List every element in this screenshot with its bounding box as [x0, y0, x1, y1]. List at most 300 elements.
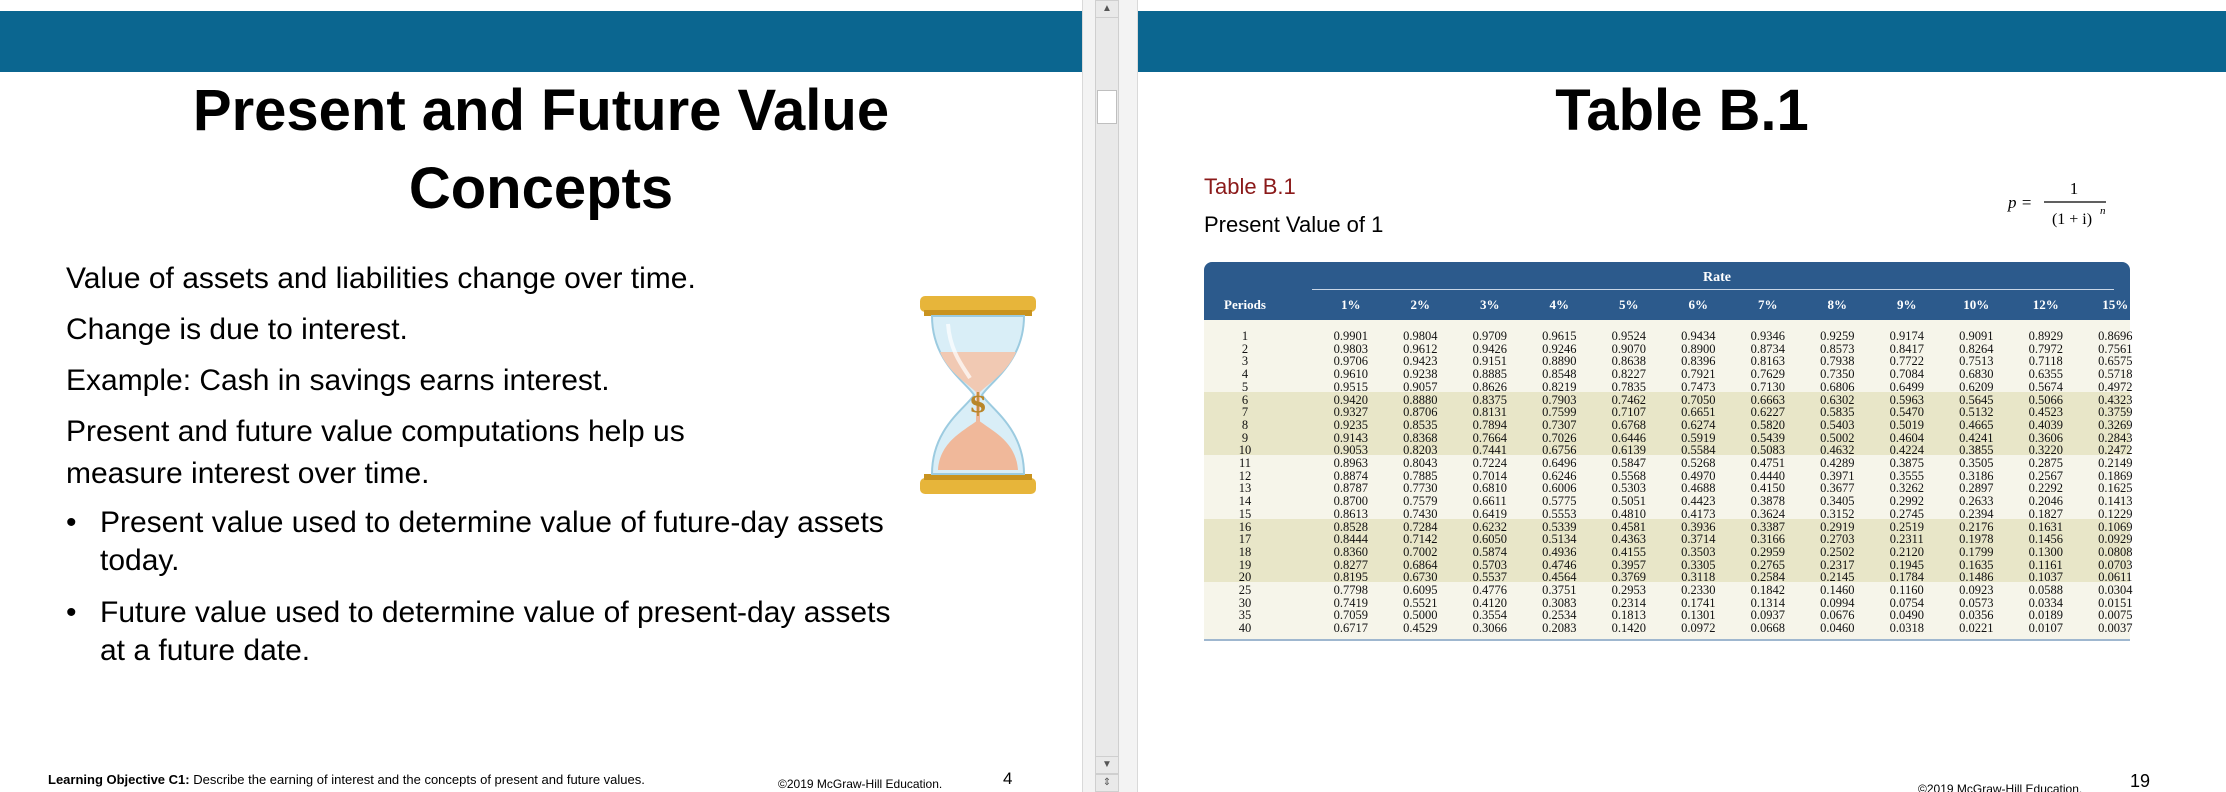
period-cell: 7 — [1241, 405, 1249, 420]
table-cell: 0.3066 — [1472, 621, 1507, 636]
period-cell: 15 — [1238, 506, 1252, 521]
table-cell: 0.9238 — [1403, 367, 1438, 382]
table-cell: 0.7441 — [1472, 443, 1507, 458]
rate-column-header: 6% — [1688, 297, 1708, 312]
table-cell: 0.7307 — [1542, 417, 1577, 432]
table-cell: 0.4688 — [1681, 481, 1716, 496]
body-paragraph: Value of assets and liabilities change over time. — [66, 262, 696, 295]
table-cell: 0.7664 — [1472, 430, 1507, 445]
table-cell: 0.0994 — [1820, 595, 1855, 610]
table-cell: 0.7430 — [1403, 506, 1438, 521]
table-cell: 0.4523 — [2028, 405, 2063, 420]
table-cell: 0.7002 — [1403, 544, 1438, 559]
table-cell: 0.0929 — [2098, 532, 2133, 547]
table-cell: 0.2149 — [2098, 456, 2133, 470]
rate-column-header: 1% — [1341, 297, 1361, 312]
table-cell: 0.0221 — [1959, 621, 1994, 636]
bullet-item — [66, 504, 906, 580]
table-cell: 0.8368 — [1403, 430, 1438, 445]
table-cell: 0.7118 — [2028, 354, 2063, 369]
table-cell: 0.6611 — [1472, 494, 1507, 509]
table-cell: 0.3957 — [1611, 557, 1646, 572]
table-cell: 0.0703 — [2098, 557, 2133, 572]
table-cell: 0.7972 — [2028, 341, 2063, 356]
table-cell: 0.0075 — [2098, 608, 2133, 623]
table-cell: 0.8396 — [1681, 354, 1716, 369]
slide-title: Table B.1 — [1555, 78, 1809, 143]
table-header — [1204, 262, 2130, 320]
slide-title-line2: Concepts — [408, 156, 674, 221]
table-cell: 0.0676 — [1820, 608, 1855, 623]
table-cell: 0.6139 — [1611, 443, 1646, 458]
table-cell: 0.0923 — [1959, 583, 1994, 597]
slide-title — [0, 72, 1082, 228]
table-cell: 0.6575 — [2098, 354, 2133, 369]
table-cell: 0.9091 — [1959, 329, 1994, 343]
body-paragraph: Example: Cash in savings earns interest. — [66, 364, 610, 397]
table-cell: 0.8787 — [1333, 481, 1368, 496]
table-cell: 0.0754 — [1889, 595, 1924, 610]
table-cell: 0.3387 — [1750, 519, 1785, 534]
table-cell: 0.8573 — [1820, 341, 1855, 356]
table-cell: 0.9151 — [1472, 354, 1507, 369]
slide-header-bar — [0, 11, 1082, 72]
table-cell: 0.2317 — [1820, 557, 1855, 572]
table-cell: 0.8638 — [1611, 354, 1646, 369]
table-cell: 0.7084 — [1889, 367, 1924, 382]
table-cell: 0.2875 — [2028, 456, 2063, 470]
table-cell: 0.3083 — [1542, 595, 1577, 610]
table-cell: 0.3305 — [1681, 557, 1716, 572]
table-cell: 0.7026 — [1542, 430, 1577, 445]
table-cell: 0.4529 — [1403, 621, 1438, 636]
table-cell: 0.6830 — [1959, 367, 1994, 382]
period-cell: 13 — [1238, 481, 1252, 496]
table-cell: 0.4363 — [1611, 532, 1646, 547]
table-cell: 0.6499 — [1889, 379, 1924, 394]
table-cell: 0.6651 — [1681, 405, 1716, 420]
table-cell: 0.3971 — [1820, 468, 1855, 483]
table-cell: 0.5134 — [1542, 532, 1577, 547]
period-cell: 19 — [1238, 557, 1252, 572]
table-cell: 0.8277 — [1333, 557, 1368, 572]
table-cell: 0.1413 — [2098, 494, 2133, 509]
table-cell: 0.1978 — [1959, 532, 1994, 547]
table-cell: 0.2472 — [2098, 443, 2133, 458]
table-cell: 0.2292 — [2028, 481, 2063, 496]
table-cell: 0.9327 — [1333, 405, 1368, 420]
table-cell: 0.3220 — [2028, 443, 2063, 458]
table-cell: 0.1799 — [1959, 544, 1994, 559]
table-cell: 0.2519 — [1889, 519, 1924, 534]
table-cell: 0.5051 — [1611, 494, 1646, 509]
period-cell: 1 — [1241, 329, 1249, 343]
table-cell: 0.2330 — [1681, 583, 1716, 597]
table-cell: 0.4810 — [1611, 506, 1646, 521]
table-cell: 0.9524 — [1611, 329, 1646, 343]
table-cell: 0.4289 — [1820, 456, 1855, 470]
table-cell: 0.0460 — [1820, 621, 1855, 636]
table-cell: 0.6663 — [1750, 392, 1785, 407]
table-cell: 0.4039 — [2028, 417, 2063, 432]
rate-column-header: 10% — [1963, 297, 1990, 312]
table-cell: 0.4776 — [1472, 583, 1507, 597]
table-cell: 0.7050 — [1681, 392, 1716, 407]
table-cell: 0.0356 — [1959, 608, 1994, 623]
table-cell: 0.7059 — [1333, 608, 1368, 623]
table-cell: 0.2765 — [1750, 557, 1785, 572]
table-cell: 0.3769 — [1611, 570, 1646, 585]
table-cell: 0.9434 — [1681, 329, 1716, 343]
table-cell: 0.8528 — [1333, 519, 1368, 534]
table-cell: 0.8890 — [1542, 354, 1577, 369]
table-cell: 0.7130 — [1750, 379, 1785, 394]
table-cell: 0.9706 — [1333, 354, 1368, 369]
table-cell: 0.0304 — [2098, 583, 2133, 597]
table-cell: 0.9615 — [1542, 329, 1577, 343]
table-cell: 0.5645 — [1959, 392, 1994, 407]
scroll-up-button[interactable]: ▲ — [1095, 0, 1119, 18]
table-cell: 0.8163 — [1750, 354, 1785, 369]
scroll-down-button[interactable]: ▼ — [1095, 756, 1119, 774]
table-cell: 0.1420 — [1611, 621, 1646, 636]
table-cell: 0.5775 — [1542, 494, 1577, 509]
table-cell: 0.9803 — [1333, 341, 1368, 356]
present-value-table — [1204, 262, 2133, 748]
table-cell: 0.3555 — [1889, 468, 1924, 483]
formula-denominator: (1 + i) — [2051, 211, 2093, 228]
table-cell: 0.7894 — [1472, 417, 1507, 432]
bullet-list — [66, 504, 891, 670]
table-cell: 0.0151 — [2098, 595, 2133, 610]
table-cell: 0.5874 — [1472, 544, 1507, 559]
table-cell: 0.8706 — [1403, 405, 1438, 420]
table-cell: 0.4632 — [1820, 443, 1855, 458]
table-cell: 0.2567 — [2028, 468, 2063, 483]
table-cell: 0.2394 — [1959, 506, 1994, 521]
table-cell: 0.1229 — [2098, 506, 2133, 521]
table-cell: 0.5835 — [1820, 405, 1855, 420]
table-cell: 0.2534 — [1542, 608, 1577, 623]
table-cell: 0.1486 — [1959, 570, 1994, 585]
table-cell: 0.2120 — [1889, 544, 1924, 559]
table-cell: 0.0490 — [1889, 608, 1924, 623]
table-cell: 0.0107 — [2028, 621, 2063, 636]
table-cell: 0.0808 — [2098, 544, 2133, 559]
period-cell: 30 — [1238, 595, 1252, 610]
table-cell: 0.1460 — [1820, 583, 1855, 597]
table-cell: 0.5521 — [1403, 595, 1438, 610]
table-cell: 0.3878 — [1750, 494, 1785, 509]
table-cell: 0.6810 — [1472, 481, 1507, 496]
table-cell: 0.2919 — [1820, 519, 1855, 534]
table-cell: 0.8626 — [1472, 379, 1507, 394]
bullet-text: Future value used to determine value of present-day assets at a future date. — [100, 596, 891, 667]
table-cell: 0.0588 — [2028, 583, 2063, 597]
rate-column-header: 5% — [1619, 297, 1639, 312]
table-cell: 0.6717 — [1333, 621, 1368, 636]
footer-text: Describe the earning of interest and the concepts of present and future values. — [189, 772, 645, 787]
slide-title-line1: Present and Future Value — [192, 78, 890, 143]
table-cell: 0.6095 — [1403, 583, 1438, 597]
table-cell: 0.0037 — [2098, 621, 2133, 636]
table-cell: 0.7350 — [1820, 367, 1855, 382]
table-cell: 0.5339 — [1542, 519, 1577, 534]
period-cell: 25 — [1238, 583, 1252, 597]
table-cell: 0.5403 — [1820, 417, 1855, 432]
table-cell: 0.3606 — [2028, 430, 2063, 445]
table-cell: 0.5019 — [1889, 417, 1924, 432]
table-cell: 0.8700 — [1333, 494, 1368, 509]
table-cell: 0.1300 — [2028, 544, 2063, 559]
table-cell: 0.2745 — [1889, 506, 1924, 521]
table-cell: 0.2311 — [1889, 532, 1924, 547]
table-cell: 0.7142 — [1403, 532, 1438, 547]
table-cell: 0.7798 — [1333, 583, 1368, 597]
period-cell: 16 — [1238, 519, 1252, 534]
table-cell: 0.3118 — [1681, 570, 1716, 585]
table-cell: 0.1869 — [2098, 468, 2133, 483]
table-cell: 0.6232 — [1472, 519, 1507, 534]
period-cell: 18 — [1238, 544, 1252, 559]
table-cell: 0.7599 — [1542, 405, 1577, 420]
table-cell: 0.6209 — [1959, 379, 1994, 394]
table-cell: 0.5066 — [2028, 392, 2063, 407]
table-bottom-rule — [1204, 639, 2130, 641]
table-cell: 0.2843 — [2098, 430, 2133, 445]
table-cell: 0.6756 — [1542, 443, 1577, 458]
table-cell: 0.4440 — [1750, 468, 1785, 483]
period-cell: 12 — [1238, 468, 1252, 483]
table-cell: 0.8874 — [1333, 468, 1368, 483]
table-cell: 0.5553 — [1542, 506, 1577, 521]
period-cell: 10 — [1238, 443, 1252, 458]
table-cell: 0.5674 — [2028, 379, 2063, 394]
table-cell: 0.6050 — [1472, 532, 1507, 547]
table-cell: 0.3505 — [1959, 456, 1994, 470]
table-cell: 0.2176 — [1959, 519, 1994, 534]
table-cell: 0.1456 — [2028, 532, 2063, 547]
table-cell: 0.2897 — [1959, 481, 1994, 496]
table-cell: 0.3269 — [2098, 417, 2133, 432]
present-value-formula — [2006, 174, 2116, 234]
slide-19[interactable] — [1138, 0, 2226, 792]
table-cell: 0.8885 — [1472, 367, 1507, 382]
table-cell: 0.5963 — [1889, 392, 1924, 407]
rate-header: Rate — [1703, 270, 1731, 285]
learning-objective-footer — [48, 772, 645, 787]
table-cell: 0.5718 — [2098, 367, 2133, 382]
slide-header-bar — [1138, 11, 2226, 72]
table-cell: 0.6227 — [1750, 405, 1785, 420]
table-cell: 0.8195 — [1333, 570, 1368, 585]
table-cell: 0.7561 — [2098, 341, 2133, 356]
table-cell: 0.4970 — [1681, 468, 1716, 483]
copyright-text: ©2019 McGraw-Hill Education. — [778, 777, 943, 791]
table-cell: 0.9709 — [1472, 329, 1507, 343]
table-cell: 0.4665 — [1959, 417, 1994, 432]
table-cell: 0.9515 — [1333, 379, 1368, 394]
table-cell: 0.2953 — [1611, 583, 1646, 597]
table-cell: 0.9057 — [1403, 379, 1438, 394]
table-cell: 0.6419 — [1472, 506, 1507, 521]
table-cell: 0.7579 — [1403, 494, 1438, 509]
table-cell: 0.7513 — [1959, 354, 1994, 369]
table-cell: 0.2959 — [1750, 544, 1785, 559]
table-cell: 0.8203 — [1403, 443, 1438, 458]
pane-divider — [1082, 0, 1138, 792]
table-cell: 0.8227 — [1611, 367, 1646, 382]
slide-body — [66, 258, 891, 684]
table-cell: 0.6730 — [1403, 570, 1438, 585]
table-cell: 0.5303 — [1611, 481, 1646, 496]
table-cell: 0.0573 — [1959, 595, 1994, 610]
table-cell: 0.8375 — [1472, 392, 1507, 407]
table-cell: 0.7921 — [1681, 367, 1716, 382]
table-cell: 0.1625 — [2098, 481, 2133, 496]
table-cell: 0.6806 — [1820, 379, 1855, 394]
table-cell: 0.1161 — [2028, 557, 2063, 572]
period-cell: 3 — [1241, 354, 1249, 369]
table-cell: 0.7284 — [1403, 519, 1438, 534]
table-cell: 0.7722 — [1889, 354, 1924, 369]
table-cell: 0.7473 — [1681, 379, 1716, 394]
period-cell: 20 — [1238, 570, 1252, 585]
period-cell: 6 — [1241, 392, 1249, 407]
table-cell: 0.1301 — [1681, 608, 1716, 623]
table-cell: 0.1784 — [1889, 570, 1924, 585]
rate-column-header: 7% — [1758, 297, 1778, 312]
rate-column-header: 15% — [2102, 297, 2129, 312]
table-cell: 0.1827 — [2028, 506, 2063, 521]
table-cell: 0.5439 — [1750, 430, 1785, 445]
table-cell: 0.1813 — [1611, 608, 1646, 623]
table-cell: 0.9804 — [1403, 329, 1438, 343]
table-cell: 0.7014 — [1472, 468, 1507, 483]
table-cell: 0.5919 — [1681, 430, 1716, 445]
table-cell: 0.8535 — [1403, 417, 1438, 432]
table-cell: 0.5584 — [1681, 443, 1716, 458]
table-cell: 0.4120 — [1472, 595, 1507, 610]
table-cell: 0.6006 — [1542, 481, 1577, 496]
table-cell: 0.3875 — [1889, 456, 1924, 470]
table-cell: 0.1631 — [2028, 519, 2063, 534]
table-cell: 0.1069 — [2098, 519, 2133, 534]
table-cell: 0.2502 — [1820, 544, 1855, 559]
table-cell: 0.0972 — [1681, 621, 1716, 636]
table-cell: 0.5703 — [1472, 557, 1507, 572]
table-cell: 0.4323 — [2098, 392, 2133, 407]
table-cell: 0.7938 — [1820, 354, 1855, 369]
table-cell: 0.8963 — [1333, 456, 1368, 470]
table-cell: 0.3751 — [1542, 583, 1577, 597]
table-cell: 0.7629 — [1750, 367, 1785, 382]
table-cell: 0.2703 — [1820, 532, 1855, 547]
rate-column-header: 8% — [1827, 297, 1847, 312]
table-cell: 0.9901 — [1333, 329, 1368, 343]
table-cell: 0.2083 — [1542, 621, 1577, 636]
table-cell: 0.3554 — [1472, 608, 1507, 623]
table-cell: 0.8219 — [1542, 379, 1577, 394]
table-cell: 0.3624 — [1750, 506, 1785, 521]
table-cell: 0.8880 — [1403, 392, 1438, 407]
table-cell: 0.9174 — [1889, 329, 1924, 343]
period-cell: 17 — [1238, 532, 1252, 547]
table-cell: 0.2992 — [1889, 494, 1924, 509]
period-cell: 40 — [1238, 621, 1252, 636]
period-cell: 5 — [1241, 379, 1249, 394]
table-cell: 0.0318 — [1889, 621, 1924, 636]
table-cell: 0.1037 — [2028, 570, 2063, 585]
table-cell: 0.6274 — [1681, 417, 1716, 432]
table-cell: 0.3186 — [1959, 468, 1994, 483]
body-paragraph: Change is due to interest. — [66, 313, 408, 346]
table-cell: 0.9235 — [1333, 417, 1368, 432]
period-cell: 35 — [1238, 608, 1252, 623]
table-cell: 0.4564 — [1542, 570, 1577, 585]
rate-column-header: 3% — [1480, 297, 1500, 312]
table-cell: 0.6446 — [1611, 430, 1646, 445]
formula-lhs: p = — [2008, 193, 2033, 212]
page-number: 4 — [1003, 769, 1013, 788]
table-cell: 0.9246 — [1542, 341, 1577, 356]
table-cell: 0.5083 — [1750, 443, 1785, 458]
table-cell: 0.8360 — [1333, 544, 1368, 559]
table-cell: 0.9423 — [1403, 354, 1438, 369]
footer-label: Learning Objective C1: — [48, 772, 190, 787]
table-cell: 0.8548 — [1542, 367, 1577, 382]
table-cell: 0.6768 — [1611, 417, 1646, 432]
scrollbar-thumb[interactable] — [1097, 90, 1117, 124]
table-cell: 0.0668 — [1750, 621, 1785, 636]
table-cell: 0.3936 — [1681, 519, 1716, 534]
slide-4[interactable] — [0, 0, 1082, 792]
table-cell: 0.3855 — [1959, 443, 1994, 458]
table-cell: 0.8131 — [1472, 405, 1507, 420]
table-cell: 0.8696 — [2098, 329, 2133, 343]
table-cell: 0.7730 — [1403, 481, 1438, 496]
table-cell: 0.1945 — [1889, 557, 1924, 572]
rate-column-header: 9% — [1897, 297, 1917, 312]
table-cell: 0.8613 — [1333, 506, 1368, 521]
table-cell: 0.3677 — [1820, 481, 1855, 496]
table-cell: 0.5820 — [1750, 417, 1785, 432]
table-cell: 0.2145 — [1820, 570, 1855, 585]
rate-column-header: 12% — [2032, 297, 2059, 312]
table-cell: 0.0937 — [1750, 608, 1785, 623]
table-cell: 0.1741 — [1681, 595, 1716, 610]
table-cell: 0.6864 — [1403, 557, 1438, 572]
table-cell: 0.7462 — [1611, 392, 1646, 407]
table-cell: 0.0334 — [2028, 595, 2063, 610]
table-cell: 0.8929 — [2028, 329, 2063, 343]
table-subtitle: Present Value of 1 — [1204, 212, 1384, 237]
table-cell: 0.9143 — [1333, 430, 1368, 445]
bullet-item — [66, 594, 906, 670]
expand-button[interactable]: ⇕ — [1095, 774, 1119, 792]
table-cell: 0.6246 — [1542, 468, 1577, 483]
page-number: 19 — [2130, 771, 2151, 791]
table-cell: 0.4581 — [1611, 519, 1646, 534]
table-cell: 0.5847 — [1611, 456, 1646, 470]
table-cell: 0.5000 — [1403, 608, 1438, 623]
bullet-marker: • — [66, 596, 77, 629]
bullet-marker: • — [66, 506, 77, 539]
table-cell: 0.4936 — [1542, 544, 1577, 559]
table-cell: 0.9612 — [1403, 341, 1438, 356]
body-paragraph: Present and future value computations help us measure interest over time. — [66, 415, 685, 490]
table-cell: 0.8264 — [1959, 341, 1994, 356]
